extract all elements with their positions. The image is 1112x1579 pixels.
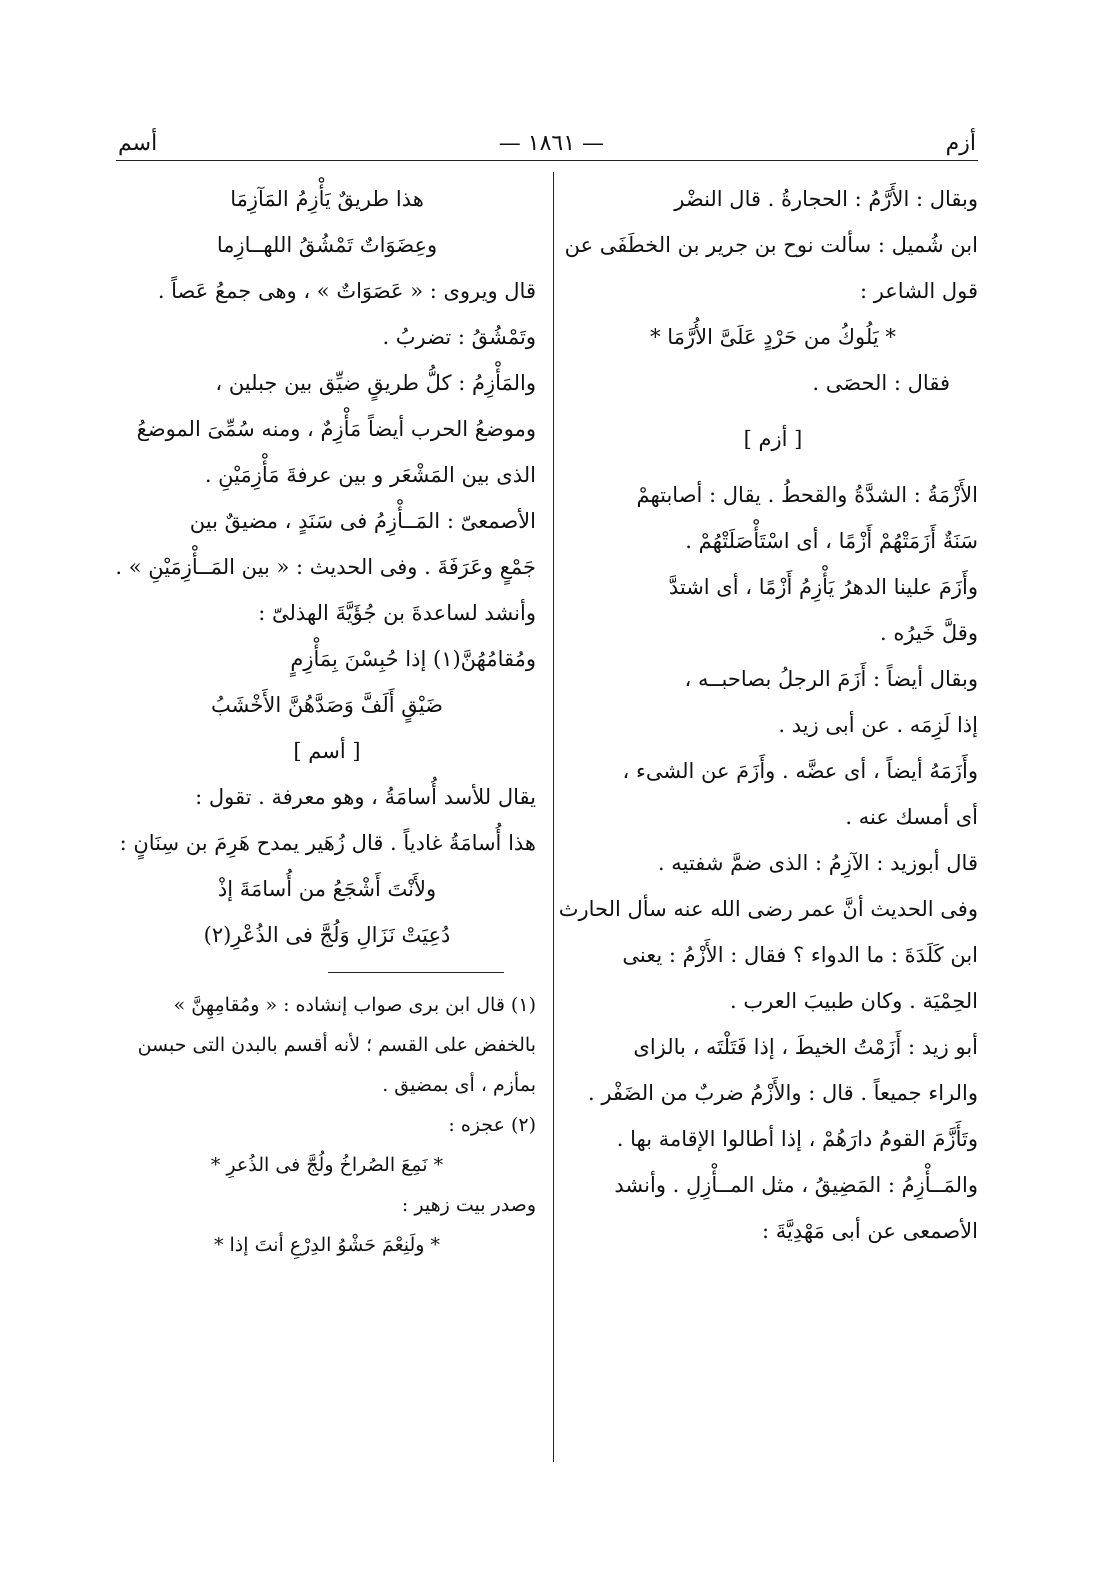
header-left-word: أسم xyxy=(118,130,158,156)
text-line: الذى بين المَشْعَر و بين عرفةَ مَأْزِمَيْنِ . xyxy=(204,463,536,487)
footnote-line: بمأزم ، أى بمضيق . xyxy=(382,1074,536,1096)
text-line: أبو زيد : أَزَمْتُ الخيطَ ، إذا فَتَلْتَه ، بالزاى xyxy=(633,1035,978,1059)
text-line: وأَزَمَ علينا الدهرُ يَأْزِمُ أَزْمًا ، أى اشتدَّ xyxy=(668,575,978,599)
text-line: والراء جميعاً . قال : والأَزْمُ ضربٌ من الضَفْر . xyxy=(587,1081,978,1105)
text-line: وتَأَزَّمَ القومُ دارَهُمْ ، إذا أطالوا الإقامة بها . xyxy=(616,1127,978,1151)
footnote-line: (١) قال ابن برى صواب إنشاده : « ومُقامِهِنَّ » xyxy=(173,994,536,1016)
footnote-line: بالخفض على القسم ؛ لأنه أقسم بالبدن التى حبسن xyxy=(137,1034,536,1056)
header-rule xyxy=(116,160,978,161)
text-line: ابن كَلَدَةَ : ما الدواء ؟ فقال : الأَزْمُ : يعنى xyxy=(622,943,978,967)
column-divider xyxy=(553,172,554,1462)
text-line: والمَــأْزِمُ : المَضِيقُ ، مثل المــأْزِلِ . وأنشد xyxy=(614,1173,978,1197)
text-line: قول الشاعر : xyxy=(859,279,978,303)
text-line: إذا لَزِمَه . عن أبى زيد . xyxy=(778,713,978,737)
text-line: وموضعُ الحرب أيضاً مَأْزِمٌ ، ومنه سُمِّىَ الموضعُ xyxy=(136,417,536,441)
text-line: وقلَّ خَيرُه . xyxy=(879,621,978,645)
verse-line: ومُقامُهُنَّ(١) إذا حُبِسْنَ بِمَأْزِمٍ xyxy=(290,647,536,671)
verse-line: ضَيْقٍ أَلَفَّ وَصَدَّهُنَّ الأَخْشَبُ xyxy=(211,693,443,717)
text-line: جَمْعٍ وعَرَفَةَ . وفى الحديث : « بين المَــأْزِمَيْنِ » . xyxy=(115,555,536,579)
verse-line: دُعِيَتْ نَزَالِ وَلُجَّ فى الذُعْرِ(٢) xyxy=(203,923,451,947)
text-line: الحِمْيَة . وكان طبيبَ العرب . xyxy=(730,989,978,1013)
page-number: — ١٨٦١ — xyxy=(498,130,605,156)
footnote-line: (٢) عجزه : xyxy=(448,1114,536,1136)
text-line: قال ويروى : « عَصَوَاتٌ » ، وهى جمعُ عَصاً . xyxy=(157,279,536,303)
text-line: وأنشد لساعدةَ بن جُؤَيَّةَ الهذلىّ : xyxy=(258,601,536,625)
verse-line: * يَلُوكُ من حَرْدٍ عَلَىَّ الأُرَّمَا * xyxy=(650,325,896,349)
footnote-line: وصدر بيت زهير : xyxy=(401,1194,536,1216)
section-heading-asm: [ أسم ] xyxy=(293,739,361,763)
text-line: وتَمْشُقُ : تضربُ . xyxy=(382,325,536,349)
text-line: أى أمسك عنه . xyxy=(845,805,978,829)
footnote-rule xyxy=(328,972,504,973)
footnotes xyxy=(118,985,536,1265)
text-line: الأَزْمَةُ : الشدَّةُ والقحطُ . يقال : أصابتهمْ xyxy=(636,483,978,507)
text-line: الأصمعىّ : المَــأْزِمُ فى سَنَدٍ ، مضيقٌ بين xyxy=(189,509,536,533)
right-column xyxy=(558,176,978,1254)
header-right-word: أزم xyxy=(945,130,976,156)
verse-line: ولأَنْتَ أَشْجَعُ من أُسامَةَ إذْ xyxy=(217,877,437,901)
text-line: الأصمعى عن أبى مَهْدِيَّةَ : xyxy=(762,1219,978,1243)
text-line: والمَأْزِمُ : كلُّ طريقٍ ضيِّق بين جبلين ، xyxy=(215,371,536,395)
verse-line: هذا طريقٌ يَأْزِمُ المَآزِمَا xyxy=(230,187,424,211)
text-line: قال أبوزيد : الآزِمُ : الذى ضمَّ شفتيه . xyxy=(657,851,978,875)
text-line: وبقال أيضاً : أَزَمَ الرجلُ بصاحبــه ، xyxy=(684,667,978,691)
text-line: وبقال : الأَرَّمُ : الحجارةُ . قال النضْر xyxy=(674,187,978,211)
footnote-verse: * نَمِعَ الصُراخُ ولُجَّ فى الذُعرِ * xyxy=(210,1154,444,1176)
text-line: ابن شُميل : سألت نوح بن جرير بن الخطَفَى عن xyxy=(564,233,978,257)
verse-line: وعِضَوَاتٌ تَمْشُقُ اللهــازِما xyxy=(216,233,438,257)
text-line: يقال للأسد أُسامَةُ ، وهو معرفة . تقول : xyxy=(195,785,536,809)
text-line: فقال : الحصَى . xyxy=(812,371,950,395)
section-heading-azm: [ أزم ] xyxy=(743,427,803,451)
page-header xyxy=(118,128,976,158)
text-line: سَنَةٌ أَزَمَتْهُمْ أَزْمًا ، أى اسْتَأْصَلَتْهُمْ . xyxy=(685,529,978,553)
footnote-verse: * ولَنِعْمَ حَشْوُ الدِرْعِ أنتَ إذا * xyxy=(213,1234,441,1256)
text-line: وأَزَمَهُ أيضاً ، أى عضَّه . وأَزَمَ عن الشىء ، xyxy=(622,759,978,783)
text-line: وفى الحديث أنَّ عمر رضى الله عنه سأل الحارث xyxy=(558,897,978,921)
text-line: هذا أُسامَةُ غادياً . قال زُهَير يمدح هَرِمَ بن سِنَانٍ : xyxy=(119,831,536,855)
left-column xyxy=(115,176,536,1265)
